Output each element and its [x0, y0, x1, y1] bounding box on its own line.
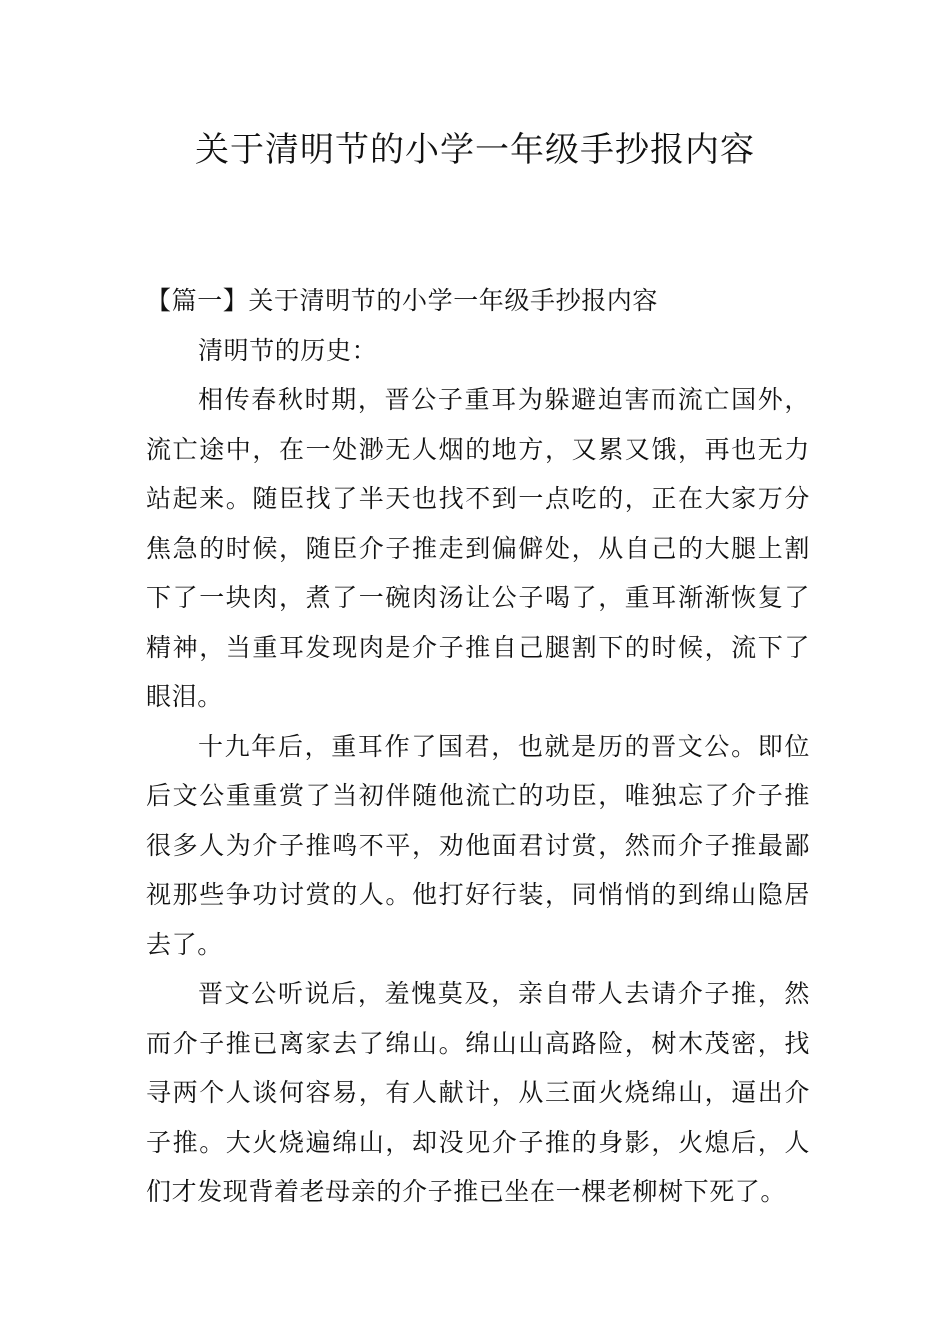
section-heading: 【篇一】关于清明节的小学一年级手抄报内容 — [146, 286, 659, 315]
document-body — [146, 276, 810, 1217]
paragraph: 晋文公听说后，羞愧莫及，亲自带人去请介子推，然而介子推已离家去了绵山。绵山山高路险，树木茂密，找寻两个人谈何容易，有人献计，从三面火烧绵山，逼出介子推。大火烧遍绵山，却没见介子推的身影，火熄后，人们才发现背着老母亲的介子推已坐在一棵老柳树下死了。 — [146, 979, 810, 1206]
paragraph: 十九年后，重耳作了国君，也就是历的晋文公。即位后文公重重赏了当初伴随他流亡的功臣，唯独忘了介子推很多人为介子推鸣不平，劝他面君讨赏，然而介子推最鄙视那些争功讨赏的人。他打好行装，同悄悄的到绵山隐居去了。 — [146, 731, 810, 959]
document-title: 关于清明节的小学一年级手抄报内容 — [195, 130, 755, 170]
paragraph-history-heading: 清明节的历史： — [198, 335, 378, 365]
paragraph: 相传春秋时期，晋公子重耳为躲避迫害而流亡国外，流亡途中，在一处渺无人烟的地方，又累又饿，再也无力站起来。随臣找了半天也找不到一点吃的，正在大家万分焦急的时候，随臣介子推走到偏僻处，从自己的大腿上割下了一块肉，煮了一碗肉汤让公子喝了，重耳渐渐恢复了精神，当重耳发现肉是介子推自己腿割下的时候，流下了眼泪。 — [146, 385, 810, 711]
